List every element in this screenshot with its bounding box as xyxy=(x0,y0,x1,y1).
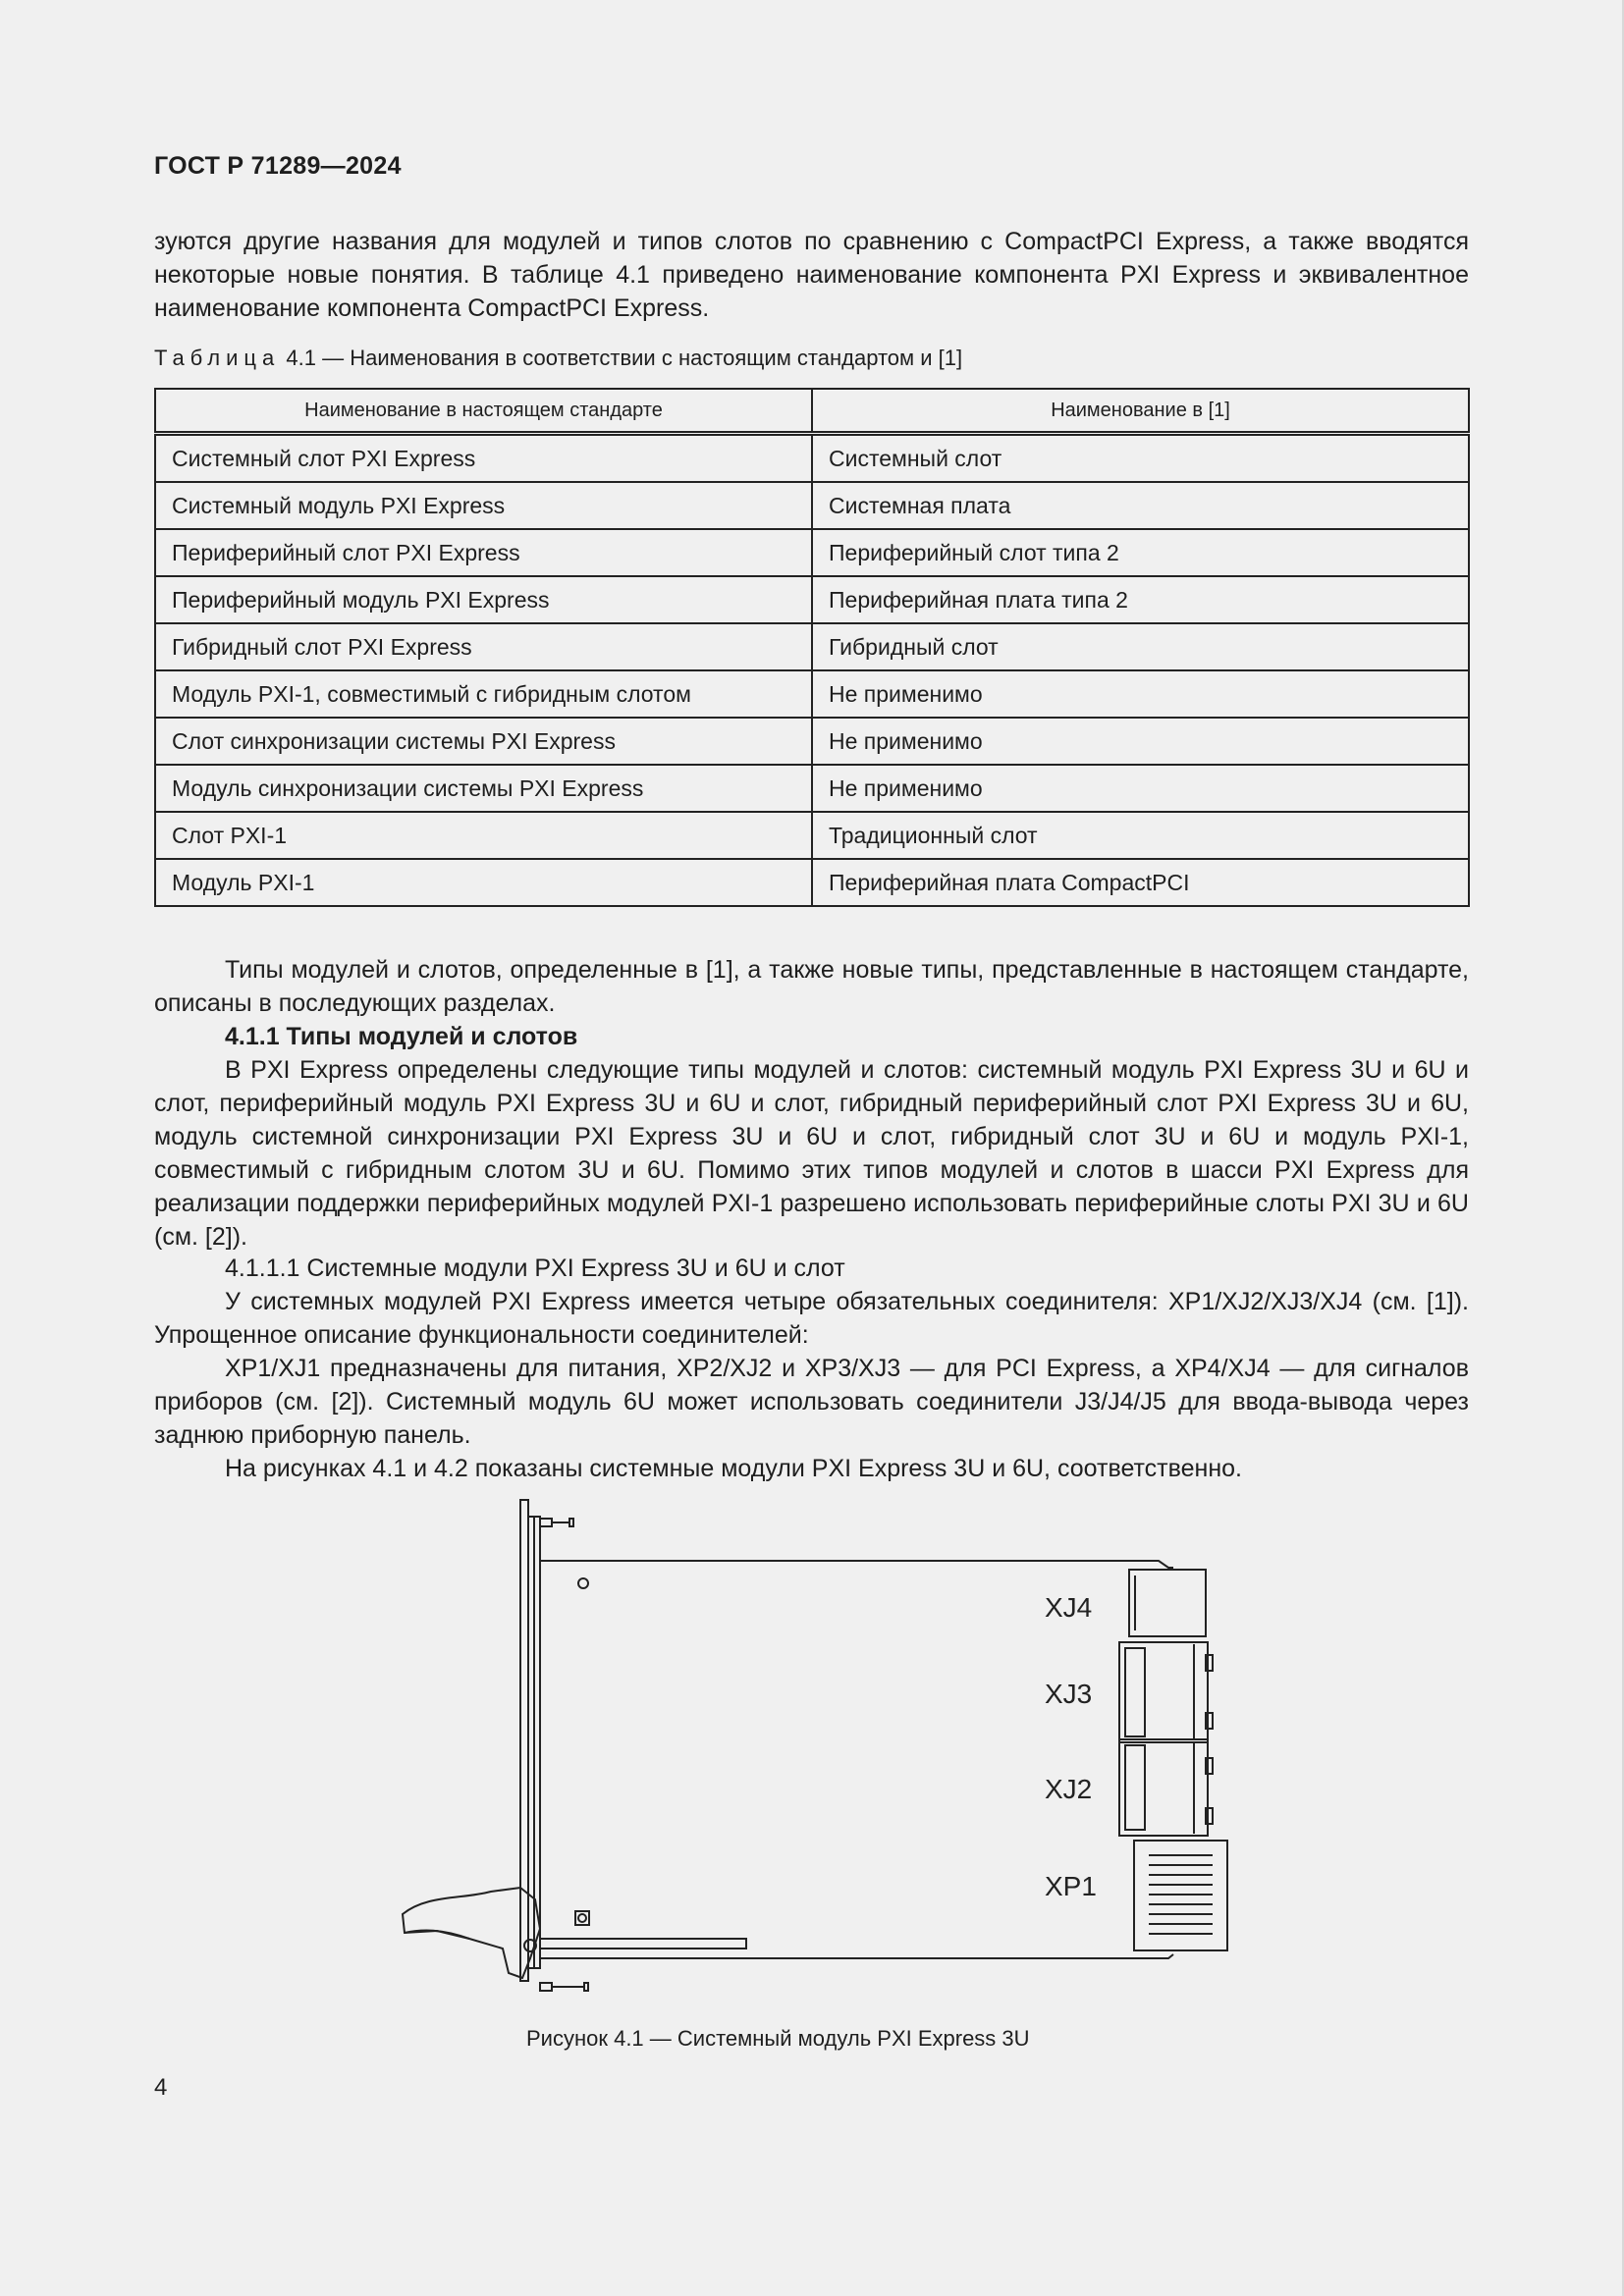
ejector-handle-edge xyxy=(405,1931,469,1939)
table-row xyxy=(155,859,1469,906)
table-row xyxy=(155,718,1469,765)
mounting-hole-bottom xyxy=(578,1914,586,1922)
table-cell: Слот PXI-1 xyxy=(155,812,812,859)
paragraph-figures-ref: На рисунках 4.1 и 4.2 показаны системные модули PXI Express 3U и 6U, соответственно. xyxy=(225,1455,1242,1482)
table-cell: Периферийная плата типа 2 xyxy=(812,576,1469,623)
table-cell: Системный слот PXI Express xyxy=(155,434,812,483)
table-cell: Традиционный слот xyxy=(812,812,1469,859)
section-title: 4.1.1 Типы модулей и слотов xyxy=(225,1023,578,1050)
table-caption-label: Таблица xyxy=(154,346,281,370)
bottom-rail xyxy=(540,1939,746,1949)
front-panel-outer xyxy=(520,1500,528,1981)
label-xj3: XJ3 xyxy=(1045,1679,1093,1709)
connector-xj3-inner xyxy=(1125,1648,1145,1736)
table-cell: Периферийный слот PXI Express xyxy=(155,529,812,576)
table-cell: Гибридный слот PXI Express xyxy=(155,623,812,670)
connector-xj4 xyxy=(1129,1570,1206,1636)
paragraph-connectors: У системных модулей PXI Express имеется четыре обязательных соединителя: XP1/XJ2/XJ3/XJ4 (см. [1]). Упрощенное описание функциональности соединителей: xyxy=(154,1288,1469,1349)
table-header-row xyxy=(155,389,1469,434)
names-table xyxy=(154,388,1470,907)
table-row xyxy=(155,529,1469,576)
table-cell: Не применимо xyxy=(812,670,1469,718)
table-row xyxy=(155,623,1469,670)
subsection-title: 4.1.1.1 Системные модули PXI Express 3U и 6U и слот xyxy=(225,1255,845,1282)
table-row xyxy=(155,670,1469,718)
table-cell: Модуль PXI-1 xyxy=(155,859,812,906)
table-cell: Периферийная плата CompactPCI xyxy=(812,859,1469,906)
top-screw-tip xyxy=(569,1519,573,1526)
table-cell: Системный слот xyxy=(812,434,1469,483)
table-cell: Системная плата xyxy=(812,482,1469,529)
table-caption-text: 4.1 — Наименования в соответствии с настоящим стандартом и [1] xyxy=(286,346,963,370)
table-row xyxy=(155,482,1469,529)
table-cell: Не применимо xyxy=(812,765,1469,812)
page-number: 4 xyxy=(154,2074,168,2101)
paragraph-types-list: В PXI Express определены следующие типы модулей и слотов: системный модуль PXI Express 3U и 6U и слот, периферийный модуль PXI Express 3U и 6U и слот, гибридный периферийный слот PXI Express 3U и 6U, модуль системной синхронизации PXI Express 3U и 6U и слот, гибридный слот 3U и 6U и модуль PXI-1, совместимый с гибридным слотом 3U и 6U. Помимо этих типов модулей и слотов в шасси PXI Express для реализации поддержки периферийных модулей PXI-1 разрешено использовать периферийные слоты PXI 3U и 6U (см. [2]). xyxy=(154,1056,1469,1251)
paragraph-connector-functions: XP1/XJ1 предназначены для питания, XP2/XJ2 и XP3/XJ3 — для PCI Express, а XP4/XJ4 — для сигналов приборов (см. [2]). Системный модуль 6U может использовать соединители J3/J4/J5 для ввода-вывода через заднюю приборную панель. xyxy=(154,1355,1469,1449)
board-bottom-edge xyxy=(540,1954,1173,1958)
label-xj4: XJ4 xyxy=(1045,1592,1093,1623)
table-row xyxy=(155,765,1469,812)
table-cell: Периферийный модуль PXI Express xyxy=(155,576,812,623)
document-header: ГОСТ Р 71289—2024 xyxy=(154,152,402,180)
board-top-edge xyxy=(540,1561,1173,1568)
table-header-cell: Наименование в настоящем стандарте xyxy=(155,389,812,434)
bottom-screw-body xyxy=(540,1983,552,1991)
table-cell: Периферийный слот типа 2 xyxy=(812,529,1469,576)
paragraph-types-intro: Типы модулей и слотов, определенные в [1], а также новые типы, представленные в настоящем стандарте, описаны в последующих разделах. xyxy=(154,956,1469,1017)
label-xj2: XJ2 xyxy=(1045,1774,1093,1804)
table-row xyxy=(155,576,1469,623)
table-row xyxy=(155,434,1469,483)
table-cell: Слот синхронизации системы PXI Express xyxy=(155,718,812,765)
table-cell: Системный модуль PXI Express xyxy=(155,482,812,529)
top-screw-body xyxy=(540,1519,552,1526)
table-caption xyxy=(154,346,962,371)
table-cell: Модуль синхронизации системы PXI Express xyxy=(155,765,812,812)
mounting-hole-top xyxy=(578,1578,588,1588)
figure-caption: Рисунок 4.1 — Системный модуль PXI Express 3U xyxy=(526,2026,1030,2051)
system-module-diagram xyxy=(393,1497,1257,2007)
table-cell: Гибридный слот xyxy=(812,623,1469,670)
table-header-cell: Наименование в [1] xyxy=(812,389,1469,434)
table-cell: Не применимо xyxy=(812,718,1469,765)
label-xp1: XP1 xyxy=(1045,1871,1097,1901)
connector-xj2-inner xyxy=(1125,1745,1145,1830)
table-cell: Модуль PXI-1, совместимый с гибридным слотом xyxy=(155,670,812,718)
intro-paragraph: зуются другие названия для модулей и типов слотов по сравнению с CompactPCI Express, а также вводятся некоторые новые понятия. В таблице 4.1 приведено наименование компонента PXI Express и эквивалентное наименование компонента CompactPCI Express. xyxy=(154,228,1469,322)
table-row xyxy=(155,812,1469,859)
bottom-screw-tip xyxy=(584,1983,588,1991)
